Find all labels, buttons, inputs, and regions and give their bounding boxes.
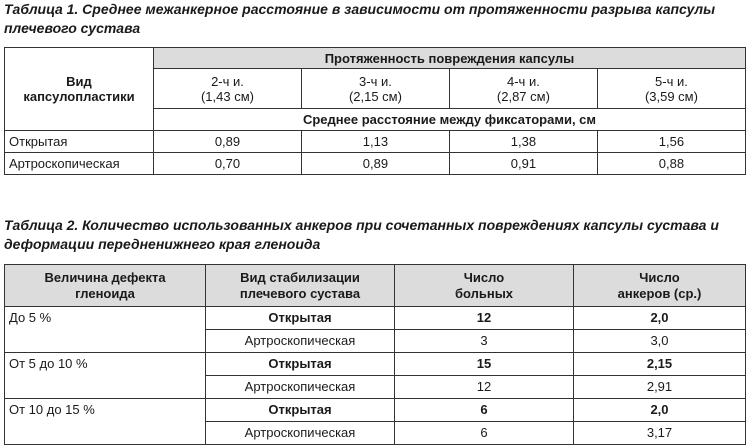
col-line2: (2,87 см) xyxy=(496,88,550,104)
cell-value: 0,89 xyxy=(154,131,302,153)
anchors-cell: 3,17 xyxy=(574,422,746,445)
col-line2: (2,15 см) xyxy=(348,88,402,104)
patients-cell: 12 xyxy=(395,376,574,399)
header-line2: плечевого сустава xyxy=(239,285,361,301)
table-row xyxy=(5,353,746,376)
table1-caption: Таблица 1. Среднее межанкерное расстояние в зависимости от протяженности разрыва капсулы плечевого сустава xyxy=(4,1,716,36)
cell-value: 1,38 xyxy=(449,131,597,153)
row-label: Открытая xyxy=(5,131,154,153)
table1-subheader: Среднее расстояние между фиксаторами, см xyxy=(154,109,746,131)
table2-header xyxy=(395,265,574,307)
rowheader-line1: Вид xyxy=(66,74,92,89)
cell-value: 0,70 xyxy=(154,153,302,175)
rowheader-line2: капсулопластики xyxy=(23,89,135,104)
anchors-cell: 2,91 xyxy=(574,376,746,399)
table-row xyxy=(5,153,746,175)
header-line2: гленоида xyxy=(75,285,135,301)
patients-cell: 12 xyxy=(395,307,574,330)
header-line2: анкеров (ср.) xyxy=(617,285,702,301)
table2-header xyxy=(574,265,746,307)
cell-value: 0,88 xyxy=(597,153,745,175)
header-line1: Число xyxy=(639,269,680,285)
col-line1: 3-ч и. xyxy=(359,73,392,89)
table1-col-header xyxy=(301,69,449,109)
table1-col-header xyxy=(154,69,302,109)
table-row xyxy=(5,131,746,153)
table1-group-header: Протяженность повреждения капсулы xyxy=(154,48,746,69)
table1-rowheader xyxy=(5,48,154,131)
table2 xyxy=(4,264,746,445)
method-cell: Открытая xyxy=(206,307,395,330)
col-line1: 2-ч и. xyxy=(211,73,244,89)
anchors-cell: 2,15 xyxy=(574,353,746,376)
anchors-cell: 3,0 xyxy=(574,330,746,353)
table1 xyxy=(4,47,746,175)
row-label: Артроскопическая xyxy=(5,153,154,175)
patients-cell: 6 xyxy=(395,399,574,422)
table1-col-header xyxy=(449,69,597,109)
table-row xyxy=(5,399,746,422)
table2-caption: Таблица 2. Количество использованных анкеров при сочетанных повреждениях капсулы сустава и деформации передненижнего края гленоида xyxy=(4,217,719,252)
method-cell: Открытая xyxy=(206,353,395,376)
defect-cell: От 5 до 10 % xyxy=(5,353,206,399)
table-row xyxy=(5,307,746,330)
cell-value: 0,91 xyxy=(449,153,597,175)
table1-col-header xyxy=(597,69,745,109)
patients-cell: 15 xyxy=(395,353,574,376)
patients-cell: 3 xyxy=(395,330,574,353)
col-line1: 5-ч и. xyxy=(655,73,688,89)
table2-header xyxy=(206,265,395,307)
method-cell: Артроскопическая xyxy=(206,376,395,399)
cell-value: 1,13 xyxy=(301,131,449,153)
table2-header xyxy=(5,265,206,307)
cell-value: 0,89 xyxy=(301,153,449,175)
defect-cell: До 5 % xyxy=(5,307,206,353)
method-cell: Артроскопическая xyxy=(206,422,395,445)
header-line1: Число xyxy=(463,269,505,285)
col-line2: (3,59 см) xyxy=(644,88,698,104)
method-cell: Артроскопическая xyxy=(206,330,395,353)
header-line1: Величина дефекта xyxy=(44,269,166,285)
anchors-cell: 2,0 xyxy=(574,307,746,330)
method-cell: Открытая xyxy=(206,399,395,422)
patients-cell: 6 xyxy=(395,422,574,445)
col-line2: (1,43 см) xyxy=(200,88,254,104)
defect-cell: От 10 до 15 % xyxy=(5,399,206,445)
header-line1: Вид стабилизации xyxy=(240,269,360,285)
anchors-cell: 2,0 xyxy=(574,399,746,422)
header-line2: больных xyxy=(454,285,514,301)
col-line1: 4-ч и. xyxy=(507,73,540,89)
cell-value: 1,56 xyxy=(597,131,745,153)
